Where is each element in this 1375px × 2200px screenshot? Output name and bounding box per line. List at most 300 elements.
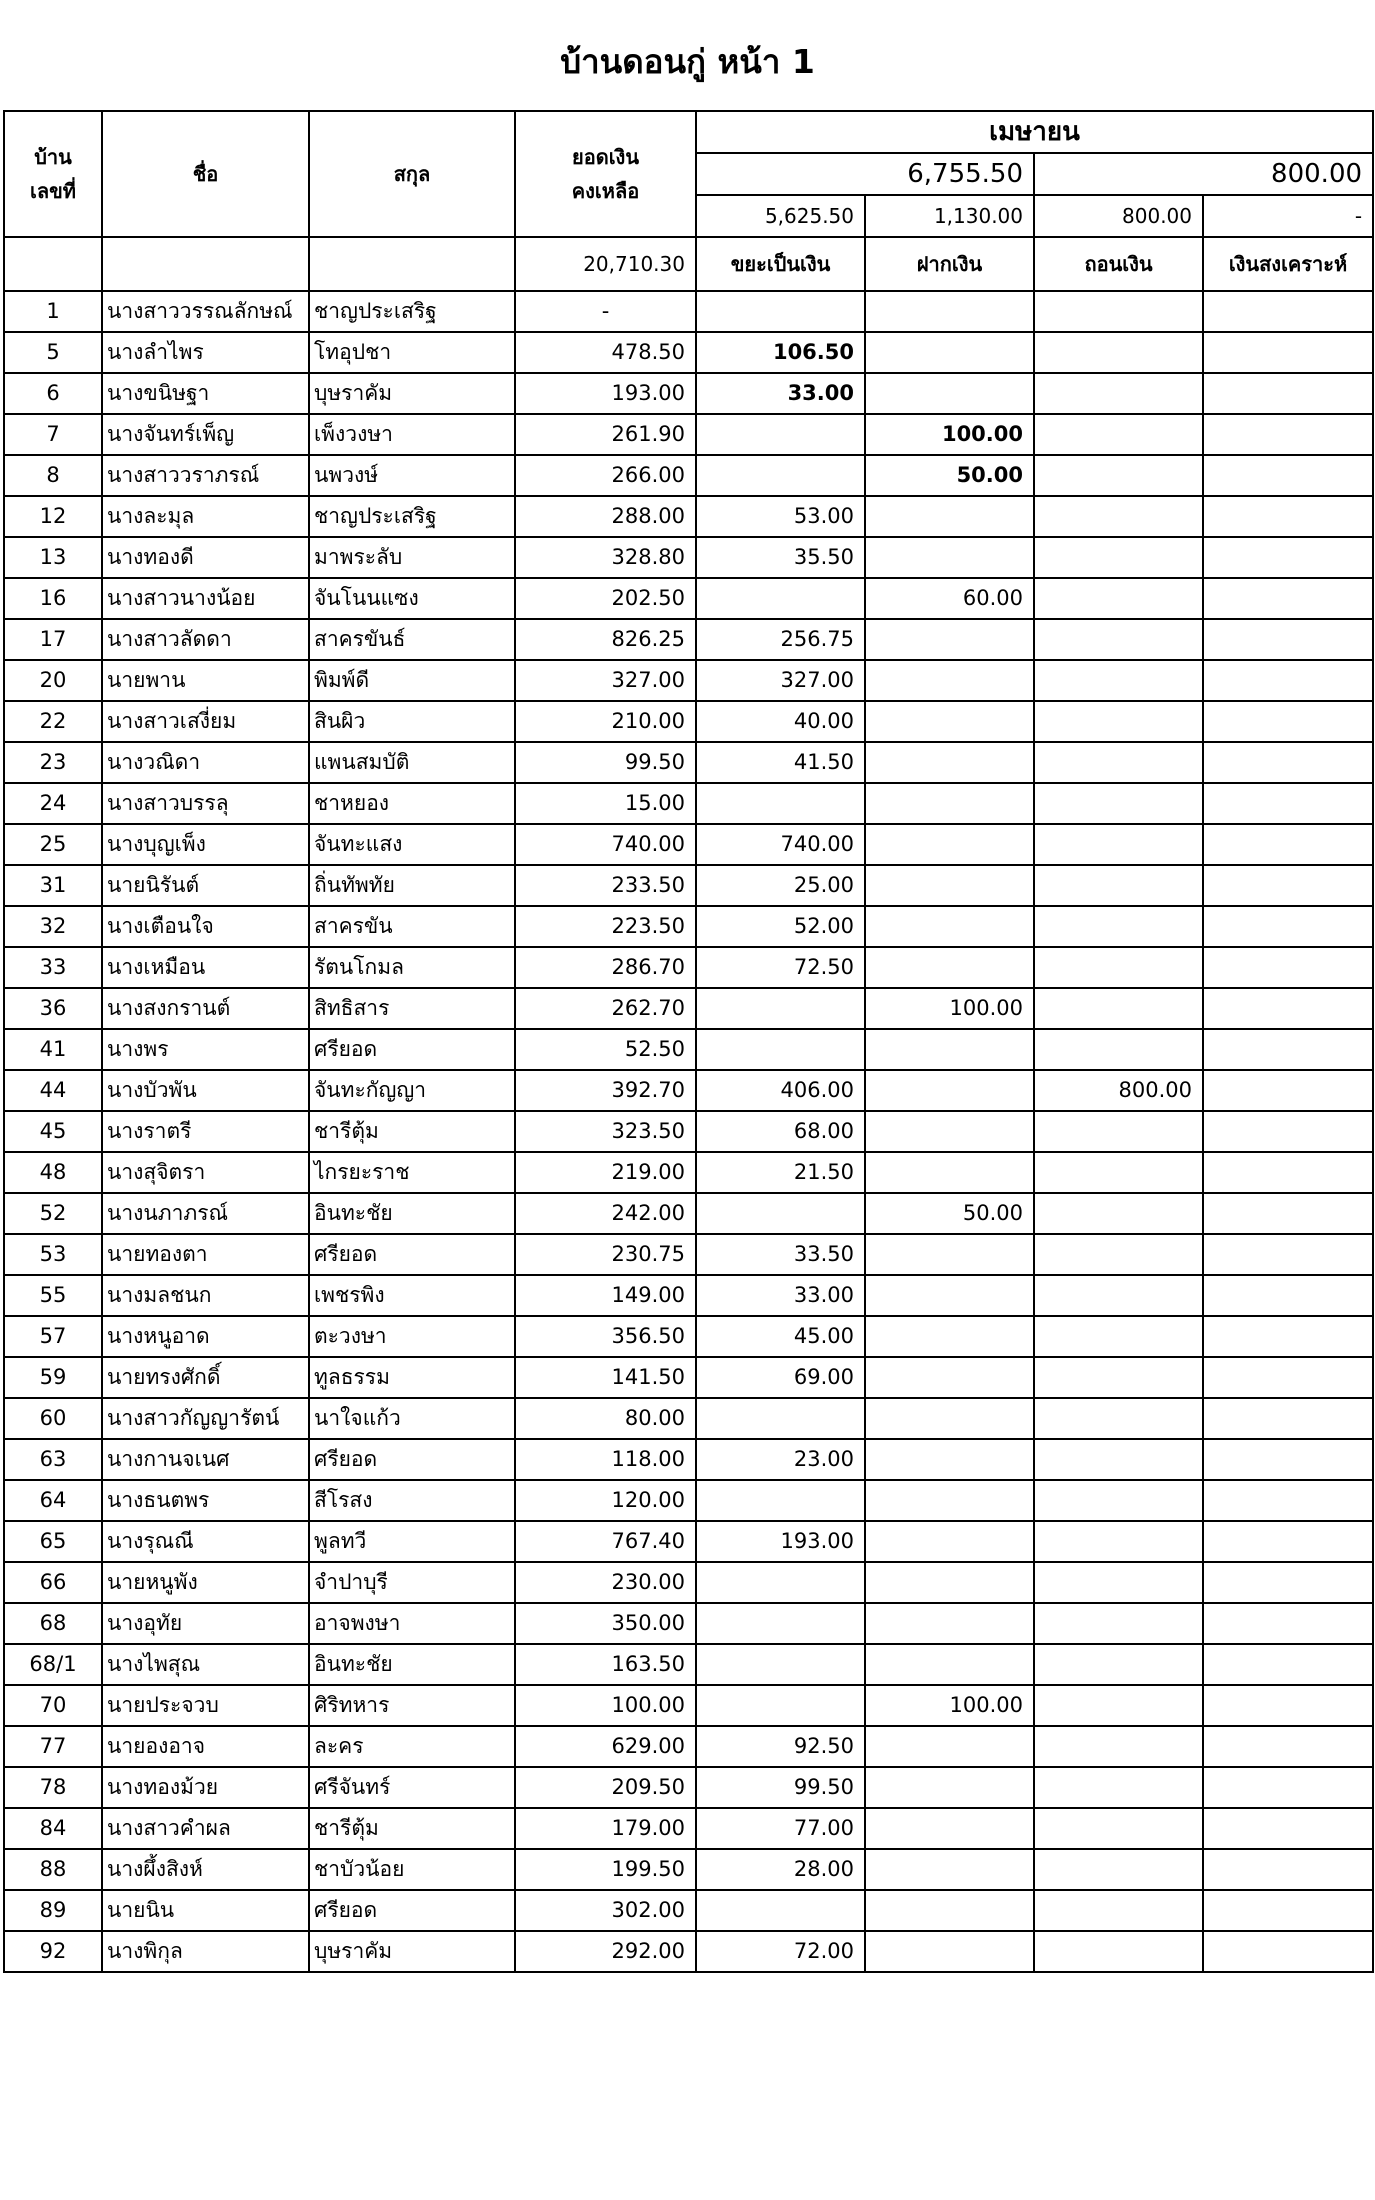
cell-withdraw: [1034, 865, 1203, 906]
cell-balance: 288.00: [515, 496, 696, 537]
cell-balance: 292.00: [515, 1931, 696, 1972]
cell-waste: [696, 1890, 865, 1931]
cell-deposit: [865, 1808, 1034, 1849]
cell-deposit: [865, 1357, 1034, 1398]
cell-withdraw: [1034, 496, 1203, 537]
cell-name: นางอุทัย: [102, 1603, 309, 1644]
cell-deposit: 100.00: [865, 1685, 1034, 1726]
cell-house-no: 1: [4, 291, 102, 332]
cell-waste: [696, 1562, 865, 1603]
cell-balance: -: [515, 291, 696, 332]
cell-deposit: [865, 865, 1034, 906]
table-row: [4, 824, 1373, 865]
table-row: [4, 1849, 1373, 1890]
cell-name: นายหนูพัง: [102, 1562, 309, 1603]
cell-waste: [696, 1029, 865, 1070]
cell-surname: ศรียอด: [309, 1029, 515, 1070]
cell-house-no: 66: [4, 1562, 102, 1603]
table-row: [4, 1316, 1373, 1357]
cell-welfare: [1203, 988, 1373, 1029]
table-row: [4, 1234, 1373, 1275]
cell-welfare: [1203, 1890, 1373, 1931]
cell-withdraw: [1034, 1275, 1203, 1316]
table-row: [4, 1111, 1373, 1152]
cell-withdraw: [1034, 660, 1203, 701]
cell-name: นางลำไพร: [102, 332, 309, 373]
cell-name: นางวณิดา: [102, 742, 309, 783]
cell-deposit: [865, 537, 1034, 578]
cell-welfare: [1203, 1849, 1373, 1890]
cell-waste: 28.00: [696, 1849, 865, 1890]
cell-deposit: [865, 1275, 1034, 1316]
cell-deposit: [865, 660, 1034, 701]
cell-balance: 141.50: [515, 1357, 696, 1398]
cell-name: นายทรงศักดิ์: [102, 1357, 309, 1398]
table-row: [4, 619, 1373, 660]
header-balance-line2: คงเหลือ: [571, 179, 640, 203]
cell-withdraw: [1034, 1439, 1203, 1480]
cell-deposit: [865, 1398, 1034, 1439]
header-balance: [515, 111, 696, 237]
cell-waste: 193.00: [696, 1521, 865, 1562]
header-balance-total: 20,710.30: [515, 237, 696, 291]
cell-surname: จันทะแสง: [309, 824, 515, 865]
cell-welfare: [1203, 1685, 1373, 1726]
table-row: [4, 1644, 1373, 1685]
cell-house-no: 57: [4, 1316, 102, 1357]
cell-waste: 68.00: [696, 1111, 865, 1152]
cell-balance: 209.50: [515, 1767, 696, 1808]
cell-welfare: [1203, 1193, 1373, 1234]
cell-name: นางสาวคำผล: [102, 1808, 309, 1849]
cell-name: นางสาวบรรลุ: [102, 783, 309, 824]
cell-balance: 230.00: [515, 1562, 696, 1603]
table-row: [4, 1890, 1373, 1931]
cell-name: นางมลชนก: [102, 1275, 309, 1316]
cell-house-no: 60: [4, 1398, 102, 1439]
cell-surname: โทอุปชา: [309, 332, 515, 373]
table-row: [4, 1603, 1373, 1644]
cell-withdraw: [1034, 824, 1203, 865]
cell-welfare: [1203, 824, 1373, 865]
table-row: [4, 865, 1373, 906]
cell-deposit: [865, 1234, 1034, 1275]
cell-house-no: 52: [4, 1193, 102, 1234]
cell-waste: 256.75: [696, 619, 865, 660]
cell-balance: 193.00: [515, 373, 696, 414]
table-row: [4, 1152, 1373, 1193]
cell-name: นางสงกรานต์: [102, 988, 309, 1029]
cell-waste: 40.00: [696, 701, 865, 742]
cell-surname: แพนสมบัติ: [309, 742, 515, 783]
cell-surname: มาพระลับ: [309, 537, 515, 578]
savings-ledger-table: [3, 110, 1374, 1973]
header-paid-out-total: 800.00: [1034, 153, 1373, 195]
cell-waste: 45.00: [696, 1316, 865, 1357]
cell-balance: 52.50: [515, 1029, 696, 1070]
cell-deposit: [865, 1931, 1034, 1972]
cell-balance: 478.50: [515, 332, 696, 373]
header-col-welfare: เงินสงเคราะห์: [1203, 237, 1373, 291]
cell-withdraw: [1034, 1357, 1203, 1398]
cell-name: นางพิกุล: [102, 1931, 309, 1972]
cell-house-no: 84: [4, 1808, 102, 1849]
cell-name: นางหนูอาด: [102, 1316, 309, 1357]
cell-welfare: [1203, 1603, 1373, 1644]
cell-name: นางกานจเนศ: [102, 1439, 309, 1480]
cell-deposit: 100.00: [865, 414, 1034, 455]
cell-house-no: 33: [4, 947, 102, 988]
cell-balance: 230.75: [515, 1234, 696, 1275]
cell-house-no: 22: [4, 701, 102, 742]
cell-withdraw: [1034, 1398, 1203, 1439]
cell-withdraw: [1034, 1234, 1203, 1275]
cell-surname: นพวงษ์: [309, 455, 515, 496]
cell-house-no: 55: [4, 1275, 102, 1316]
table-row: [4, 332, 1373, 373]
cell-withdraw: [1034, 947, 1203, 988]
cell-waste: 33.00: [696, 373, 865, 414]
cell-welfare: [1203, 291, 1373, 332]
table-row: [4, 783, 1373, 824]
cell-waste: [696, 1398, 865, 1439]
cell-welfare: [1203, 1357, 1373, 1398]
cell-withdraw: [1034, 1152, 1203, 1193]
cell-balance: 740.00: [515, 824, 696, 865]
cell-balance: 120.00: [515, 1480, 696, 1521]
cell-name: นางรุณณี: [102, 1521, 309, 1562]
cell-house-no: 31: [4, 865, 102, 906]
cell-balance: 99.50: [515, 742, 696, 783]
cell-balance: 163.50: [515, 1644, 696, 1685]
cell-withdraw: [1034, 414, 1203, 455]
cell-waste: [696, 1193, 865, 1234]
cell-waste: 41.50: [696, 742, 865, 783]
cell-balance: 242.00: [515, 1193, 696, 1234]
header-house-no: [4, 111, 102, 237]
cell-waste: 35.50: [696, 537, 865, 578]
cell-deposit: [865, 1521, 1034, 1562]
cell-withdraw: [1034, 1193, 1203, 1234]
cell-withdraw: [1034, 619, 1203, 660]
cell-house-no: 53: [4, 1234, 102, 1275]
cell-deposit: [865, 1767, 1034, 1808]
cell-surname: ศรียอด: [309, 1234, 515, 1275]
cell-surname: ตะวงษา: [309, 1316, 515, 1357]
cell-name: นางสาววราภรณ์: [102, 455, 309, 496]
cell-name: นายนิน: [102, 1890, 309, 1931]
header-blank-name: [102, 237, 309, 291]
cell-deposit: [865, 1029, 1034, 1070]
cell-withdraw: [1034, 332, 1203, 373]
cell-house-no: 68: [4, 1603, 102, 1644]
cell-deposit: [865, 947, 1034, 988]
cell-deposit: 50.00: [865, 455, 1034, 496]
table-row: [4, 947, 1373, 988]
table-row: [4, 373, 1373, 414]
cell-deposit: 60.00: [865, 578, 1034, 619]
cell-name: นางนภาภรณ์: [102, 1193, 309, 1234]
cell-deposit: 100.00: [865, 988, 1034, 1029]
cell-surname: เพ็งวงษา: [309, 414, 515, 455]
cell-name: นางสาวกัญญารัตน์: [102, 1398, 309, 1439]
cell-welfare: [1203, 332, 1373, 373]
cell-name: นายพาน: [102, 660, 309, 701]
cell-house-no: 36: [4, 988, 102, 1029]
cell-welfare: [1203, 1029, 1373, 1070]
cell-welfare: [1203, 1275, 1373, 1316]
cell-balance: 118.00: [515, 1439, 696, 1480]
table-row: [4, 1685, 1373, 1726]
cell-surname: สิทธิสาร: [309, 988, 515, 1029]
table-row: [4, 578, 1373, 619]
cell-welfare: [1203, 947, 1373, 988]
cell-welfare: [1203, 1316, 1373, 1357]
cell-surname: ชาบัวน้อย: [309, 1849, 515, 1890]
cell-house-no: 48: [4, 1152, 102, 1193]
cell-welfare: [1203, 1726, 1373, 1767]
cell-deposit: [865, 1316, 1034, 1357]
cell-deposit: [865, 1152, 1034, 1193]
cell-deposit: [865, 906, 1034, 947]
cell-deposit: [865, 1070, 1034, 1111]
table-row: [4, 701, 1373, 742]
cell-waste: [696, 1480, 865, 1521]
cell-deposit: [865, 701, 1034, 742]
cell-deposit: [865, 332, 1034, 373]
cell-welfare: [1203, 373, 1373, 414]
header-col-waste: ขยะเป็นเงิน: [696, 237, 865, 291]
cell-waste: [696, 578, 865, 619]
table-row: [4, 496, 1373, 537]
cell-surname: จำปาบุรี: [309, 1562, 515, 1603]
cell-waste: [696, 291, 865, 332]
cell-balance: 327.00: [515, 660, 696, 701]
header-subtotal-welfare: -: [1203, 195, 1373, 237]
header-blank-house: [4, 237, 102, 291]
cell-name: นายนิรันต์: [102, 865, 309, 906]
cell-surname: สินผิว: [309, 701, 515, 742]
cell-name: นางเตือนใจ: [102, 906, 309, 947]
cell-balance: 210.00: [515, 701, 696, 742]
cell-deposit: [865, 742, 1034, 783]
cell-balance: 233.50: [515, 865, 696, 906]
cell-waste: [696, 1603, 865, 1644]
cell-surname: นาใจแก้ว: [309, 1398, 515, 1439]
cell-surname: อินทะชัย: [309, 1644, 515, 1685]
cell-waste: 72.50: [696, 947, 865, 988]
cell-welfare: [1203, 865, 1373, 906]
cell-withdraw: [1034, 373, 1203, 414]
cell-welfare: [1203, 783, 1373, 824]
table-row: [4, 1439, 1373, 1480]
table-row: [4, 1193, 1373, 1234]
cell-deposit: [865, 496, 1034, 537]
table-row: [4, 1275, 1373, 1316]
cell-waste: 52.00: [696, 906, 865, 947]
cell-waste: [696, 414, 865, 455]
cell-withdraw: [1034, 1767, 1203, 1808]
cell-balance: 350.00: [515, 1603, 696, 1644]
cell-balance: 328.80: [515, 537, 696, 578]
cell-house-no: 16: [4, 578, 102, 619]
cell-name: นางผึ้งสิงห์: [102, 1849, 309, 1890]
cell-house-no: 13: [4, 537, 102, 578]
table-row: [4, 1726, 1373, 1767]
cell-name: นางสาวนางน้อย: [102, 578, 309, 619]
cell-name: นางธนตพร: [102, 1480, 309, 1521]
table-row: [4, 537, 1373, 578]
ledger-body: [4, 291, 1373, 1972]
cell-welfare: [1203, 1234, 1373, 1275]
cell-surname: ชารีตุ้ม: [309, 1808, 515, 1849]
cell-name: นางขนิษฐา: [102, 373, 309, 414]
cell-balance: 15.00: [515, 783, 696, 824]
cell-house-no: 17: [4, 619, 102, 660]
header-month: เมษายน: [696, 111, 1373, 153]
cell-surname: ศรียอด: [309, 1890, 515, 1931]
cell-welfare: [1203, 906, 1373, 947]
table-row: [4, 455, 1373, 496]
cell-welfare: [1203, 1070, 1373, 1111]
cell-welfare: [1203, 537, 1373, 578]
cell-house-no: 45: [4, 1111, 102, 1152]
cell-waste: 99.50: [696, 1767, 865, 1808]
header-collected-total: 6,755.50: [696, 153, 1034, 195]
cell-name: นางทองม้วย: [102, 1767, 309, 1808]
cell-surname: ละคร: [309, 1726, 515, 1767]
cell-name: นางพร: [102, 1029, 309, 1070]
cell-balance: 302.00: [515, 1890, 696, 1931]
cell-welfare: [1203, 1808, 1373, 1849]
table-row: [4, 291, 1373, 332]
cell-welfare: [1203, 1644, 1373, 1685]
cell-waste: 92.50: [696, 1726, 865, 1767]
header-house-no-line1: บ้าน: [34, 145, 72, 169]
cell-house-no: 63: [4, 1439, 102, 1480]
cell-house-no: 78: [4, 1767, 102, 1808]
cell-house-no: 32: [4, 906, 102, 947]
cell-surname: ศรียอด: [309, 1439, 515, 1480]
cell-house-no: 59: [4, 1357, 102, 1398]
cell-balance: 261.90: [515, 414, 696, 455]
cell-withdraw: [1034, 742, 1203, 783]
cell-surname: พิมพ์ดี: [309, 660, 515, 701]
header-col-deposit: ฝากเงิน: [865, 237, 1034, 291]
cell-balance: 629.00: [515, 1726, 696, 1767]
cell-house-no: 23: [4, 742, 102, 783]
cell-withdraw: [1034, 906, 1203, 947]
cell-house-no: 77: [4, 1726, 102, 1767]
cell-house-no: 88: [4, 1849, 102, 1890]
cell-balance: 80.00: [515, 1398, 696, 1439]
cell-surname: ชารีตุ้ม: [309, 1111, 515, 1152]
table-row: [4, 1808, 1373, 1849]
cell-welfare: [1203, 619, 1373, 660]
page-title: บ้านดอนกู่ หน้า 1: [560, 42, 815, 81]
cell-waste: 106.50: [696, 332, 865, 373]
table-row: [4, 1767, 1373, 1808]
cell-deposit: [865, 619, 1034, 660]
cell-waste: 77.00: [696, 1808, 865, 1849]
cell-welfare: [1203, 1480, 1373, 1521]
cell-welfare: [1203, 660, 1373, 701]
cell-withdraw: [1034, 537, 1203, 578]
cell-name: นางทองดี: [102, 537, 309, 578]
cell-withdraw: [1034, 1849, 1203, 1890]
cell-surname: ชาญประเสริฐ: [309, 291, 515, 332]
header-subtotal-waste: 5,625.50: [696, 195, 865, 237]
cell-balance: 826.25: [515, 619, 696, 660]
header-house-no-line2: เลขที่: [30, 179, 76, 203]
cell-house-no: 8: [4, 455, 102, 496]
cell-welfare: [1203, 701, 1373, 742]
cell-waste: 53.00: [696, 496, 865, 537]
cell-house-no: 68/1: [4, 1644, 102, 1685]
cell-waste: 25.00: [696, 865, 865, 906]
cell-waste: 33.50: [696, 1234, 865, 1275]
header-subtotal-withdraw: 800.00: [1034, 195, 1203, 237]
cell-withdraw: [1034, 291, 1203, 332]
cell-name: นางราตรี: [102, 1111, 309, 1152]
cell-withdraw: [1034, 1603, 1203, 1644]
header-surname: สกุล: [309, 111, 515, 237]
header-col-withdraw: ถอนเงิน: [1034, 237, 1203, 291]
cell-withdraw: [1034, 1480, 1203, 1521]
cell-deposit: [865, 1439, 1034, 1480]
cell-balance: 767.40: [515, 1521, 696, 1562]
cell-surname: ถิ่นทัพทัย: [309, 865, 515, 906]
cell-name: นางสุจิตรา: [102, 1152, 309, 1193]
cell-waste: 740.00: [696, 824, 865, 865]
header-blank-surname: [309, 237, 515, 291]
cell-surname: ทูลธรรม: [309, 1357, 515, 1398]
cell-welfare: [1203, 578, 1373, 619]
cell-welfare: [1203, 455, 1373, 496]
cell-welfare: [1203, 742, 1373, 783]
cell-balance: 356.50: [515, 1316, 696, 1357]
cell-withdraw: [1034, 455, 1203, 496]
cell-waste: 69.00: [696, 1357, 865, 1398]
table-row: [4, 1357, 1373, 1398]
cell-house-no: 24: [4, 783, 102, 824]
cell-name: นางสาวลัดดา: [102, 619, 309, 660]
cell-balance: 223.50: [515, 906, 696, 947]
cell-house-no: 92: [4, 1931, 102, 1972]
cell-welfare: [1203, 1439, 1373, 1480]
cell-house-no: 44: [4, 1070, 102, 1111]
cell-deposit: [865, 1890, 1034, 1931]
cell-surname: รัตนโกมล: [309, 947, 515, 988]
cell-waste: 72.00: [696, 1931, 865, 1972]
cell-house-no: 20: [4, 660, 102, 701]
cell-balance: 100.00: [515, 1685, 696, 1726]
table-row: [4, 742, 1373, 783]
cell-balance: 262.70: [515, 988, 696, 1029]
cell-name: นางเหมือน: [102, 947, 309, 988]
cell-waste: 327.00: [696, 660, 865, 701]
cell-name: นายทองตา: [102, 1234, 309, 1275]
cell-welfare: [1203, 1521, 1373, 1562]
cell-withdraw: [1034, 1111, 1203, 1152]
cell-name: นายประจวบ: [102, 1685, 309, 1726]
table-row: [4, 988, 1373, 1029]
header-subtotal-deposit: 1,130.00: [865, 195, 1034, 237]
cell-withdraw: 800.00: [1034, 1070, 1203, 1111]
cell-surname: สีโรสง: [309, 1480, 515, 1521]
cell-house-no: 6: [4, 373, 102, 414]
cell-withdraw: [1034, 1316, 1203, 1357]
